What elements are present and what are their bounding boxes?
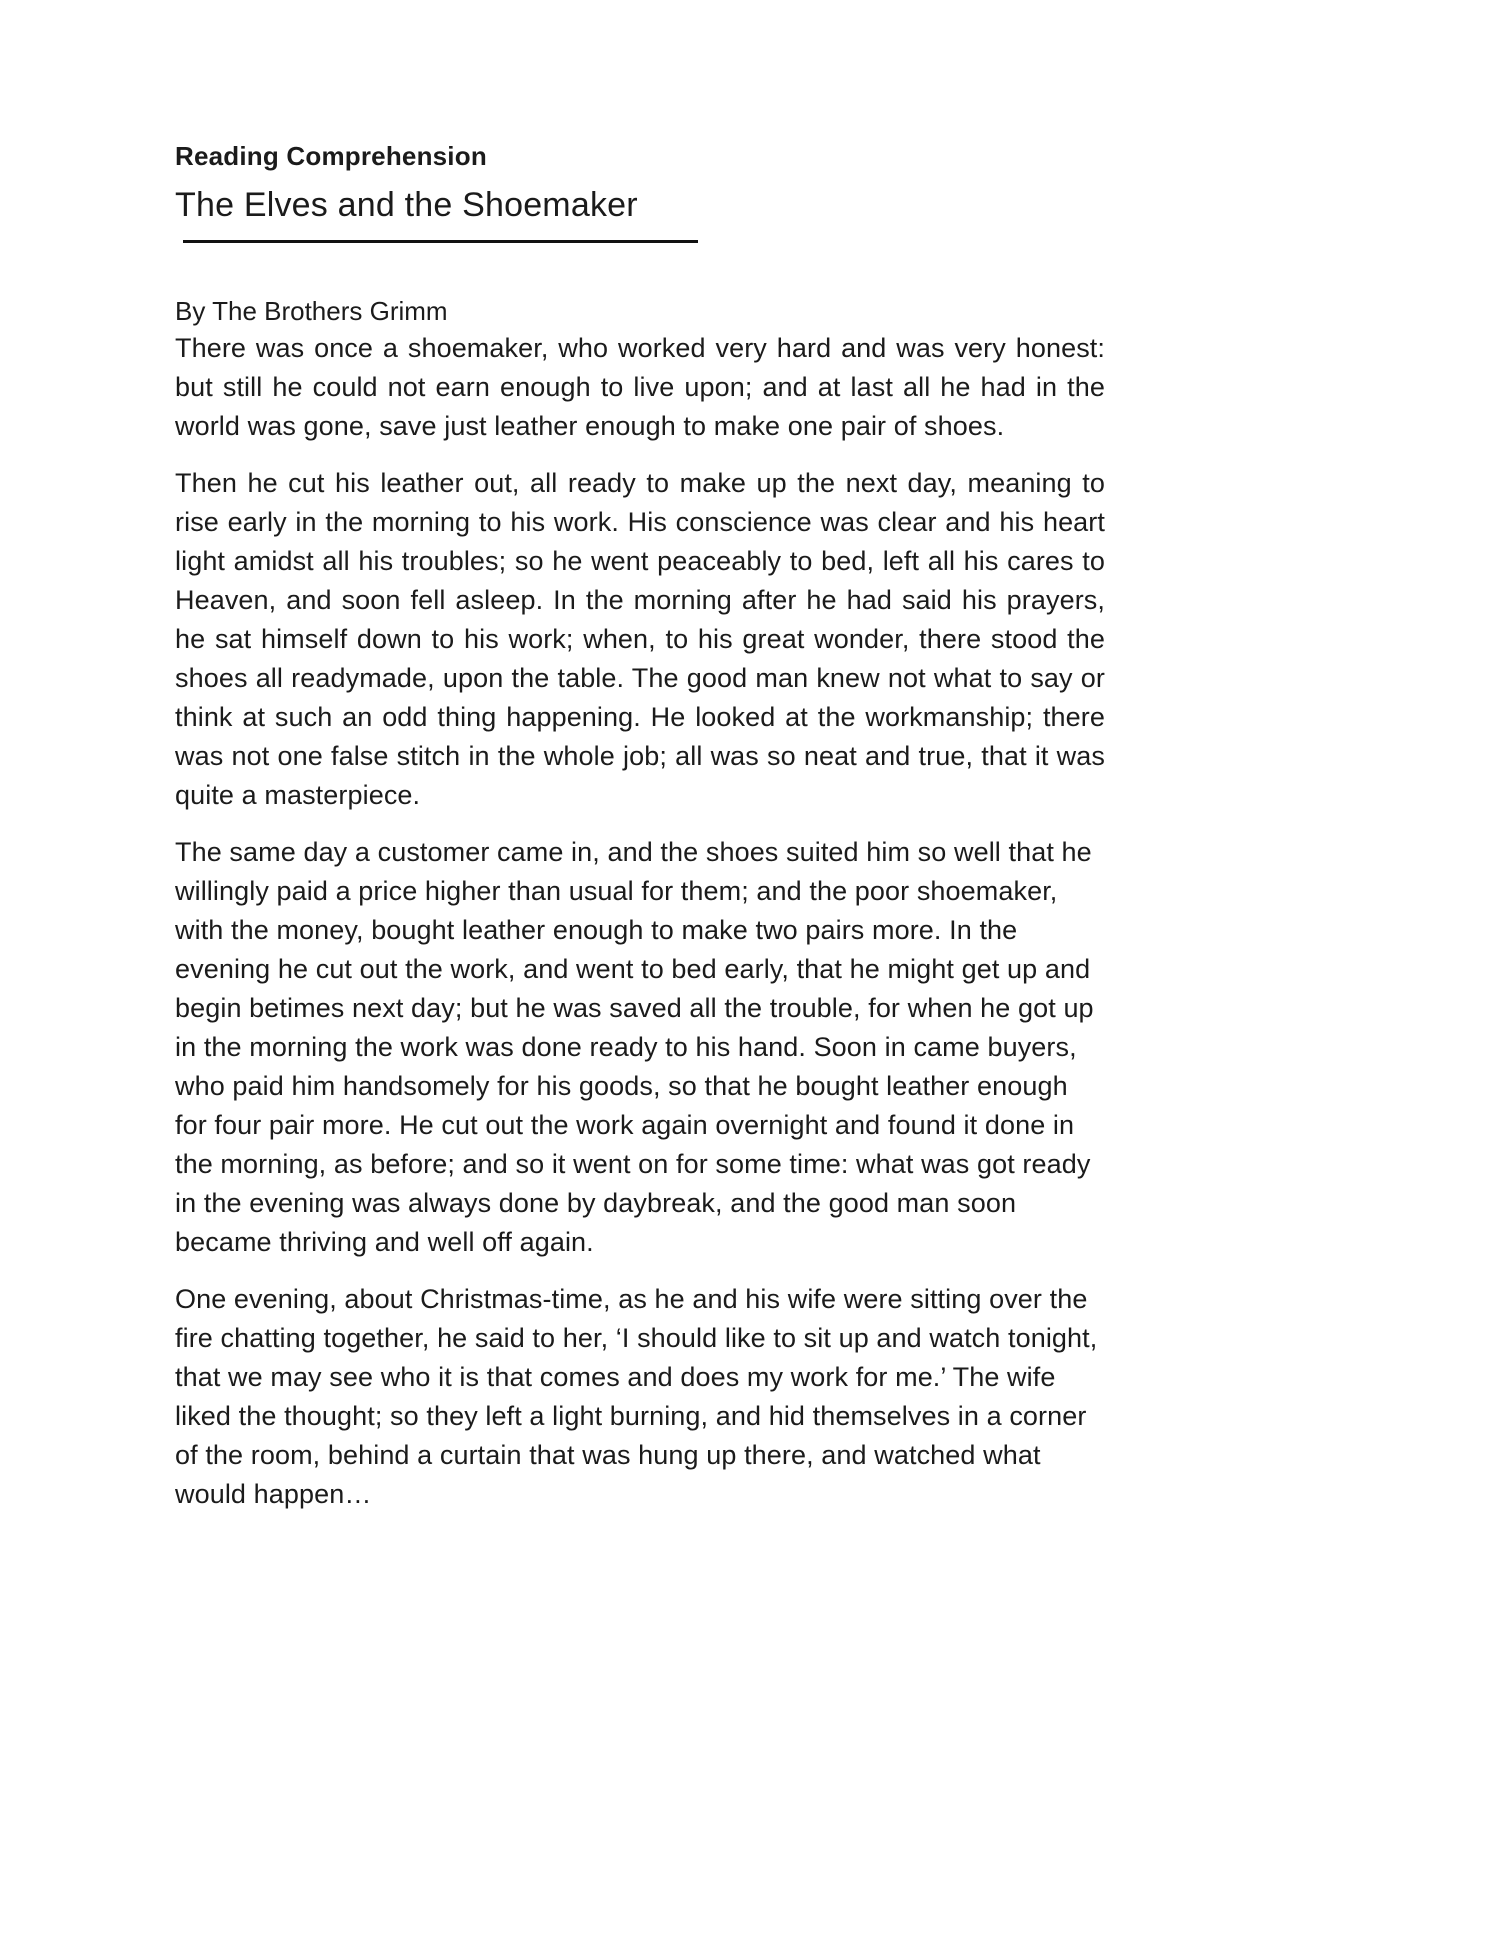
story-paragraph-4: One evening, about Christmas-time, as he and his wife were sitting over the fire chatting together, he said to her, ‘I should like to sit up and watch tonight, that we may see who it is that comes and does my work for me.’ The wife liked the thought; so they left a light burning, and hid themselves in a corner of the room, behind a curtain that was hung up there, and watched what would happen… [175, 1284, 1098, 1509]
document-title: The Elves and the Shoemaker [175, 186, 638, 224]
document-heading: Reading Comprehension [175, 141, 487, 171]
byline: By The Brothers Grimm [175, 296, 448, 326]
document-content [175, 140, 1105, 1514]
story-paragraph-3: The same day a customer came in, and the shoes suited him so well that he willingly paid a price higher than usual for them; and the poor shoemaker, with the money, bought leather enough to make two pairs more. In the evening he cut out the work, and went to bed early, that he might get up and begin betimes next day; but he was saved all the trouble, for when he got up in the morning the work was done ready to his hand. Soon in came buyers, who paid him handsomely for his goods, so that he bought leather enough for four pair more. He cut out the work again overnight and found it done in the morning, as before; and so it went on for some time: what was got ready in the evening was always done by daybreak, and the good man soon became thriving and well off again. [175, 837, 1094, 1257]
title-underline [183, 240, 698, 243]
story-paragraph-2: Then he cut his leather out, all ready to make up the next day, meaning to rise early in the morning to his work. His conscience was clear and his heart light amidst all his troubles; so he went peaceably to bed, left all his cares to Heaven, and soon fell asleep. In the morning after he had said his prayers, he sat himself down to his work; when, to his great wonder, there stood the shoes all readymade, upon the table. The good man knew not what to say or think at such an odd thing happening. He looked at the workmanship; there was not one false stitch in the whole job; all was so neat and true, that it was quite a masterpiece. [175, 468, 1105, 810]
story-paragraph-1: There was once a shoemaker, who worked very hard and was very honest: but still he could not earn enough to live upon; and at last all he had in the world was gone, save just leather enough to make one pair of shoes. [175, 333, 1105, 441]
